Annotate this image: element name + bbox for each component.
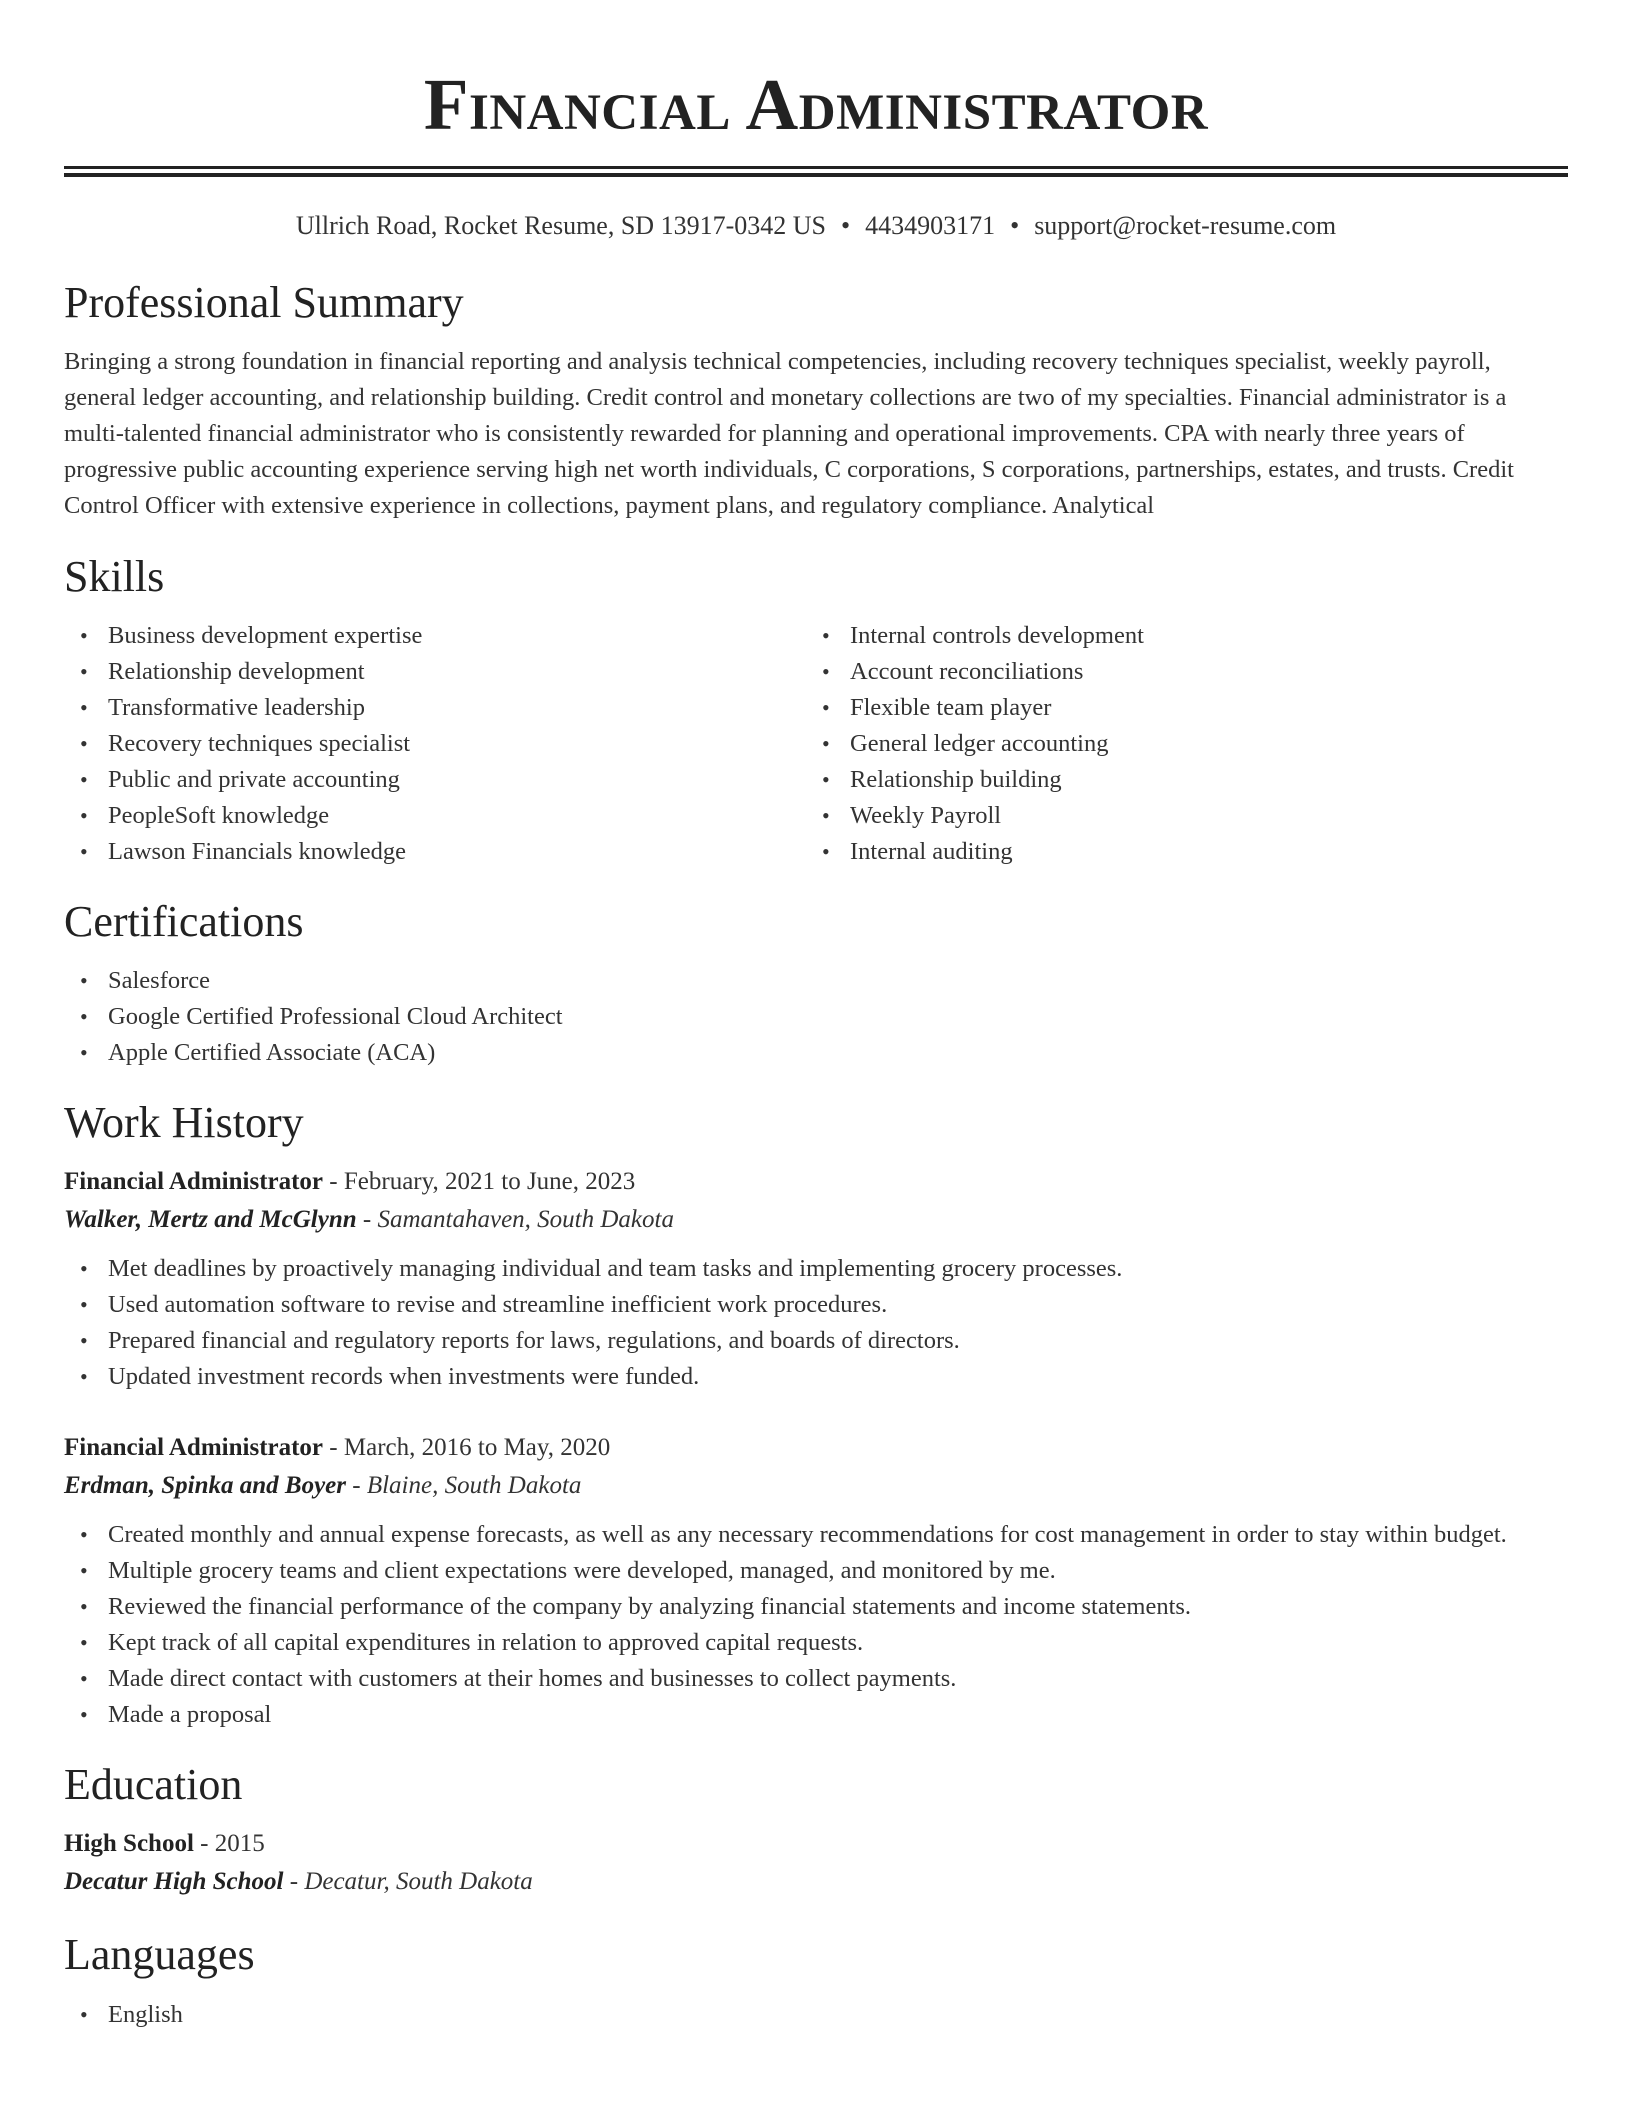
list-item	[64, 1323, 1568, 1359]
list-item	[806, 834, 1548, 870]
list-item-text: Met deadlines by proactively managing individual and team tasks and implementing grocery processes.	[108, 1255, 1123, 1282]
list-item-text: Apple Certified Associate (ACA)	[108, 1039, 436, 1066]
list-item	[64, 1359, 1568, 1395]
bullet-marker: •	[80, 839, 88, 864]
bullet-marker: •	[80, 623, 88, 648]
resume-page	[64, 0, 1568, 2033]
bullet-marker: •	[822, 623, 830, 648]
list-item-text: PeopleSoft knowledge	[108, 802, 330, 829]
job-entry	[64, 1429, 1568, 1733]
summary-text: Bringing a strong foundation in financial reporting and analysis technical competencies, including recovery techniques specialist, weekly payroll, general ledger accounting, and relationship building. Credit control and monetary collections are two of my specialties. Financial administrator is a multi-talented financial administrator who is consistently rewarded for planning and operational improvements. CPA with nearly three years of progressive public accounting experience serving high net worth individuals, C corporations, S corporations, partnerships, estates, and trusts. Credit Control Officer with extensive experience in collections, payment plans, and regulatory compliance. Analytical	[64, 348, 1514, 519]
job-bullets	[64, 1517, 1568, 1733]
bullet-marker: •	[80, 1522, 88, 1547]
job-company-line	[64, 1201, 1568, 1239]
list-item	[806, 726, 1548, 762]
bullet-marker: •	[80, 1256, 88, 1281]
skills-right-list	[806, 618, 1548, 870]
list-item	[806, 690, 1548, 726]
list-item-text: Transformative leadership	[108, 694, 365, 721]
contact-phone: 4434903171	[865, 211, 996, 240]
job-company: Erdman, Spinka and Boyer	[64, 1472, 347, 1499]
work-history-section	[64, 1097, 1568, 1733]
skills-heading: Skills	[64, 552, 165, 601]
list-item-text: Public and private accounting	[108, 766, 400, 793]
dash: -	[323, 1168, 344, 1195]
bullet-marker: •	[822, 767, 830, 792]
languages-heading: Languages	[64, 1930, 255, 1979]
list-item-text: Made a proposal	[108, 1701, 272, 1728]
job-location: Blaine, South Dakota	[366, 1472, 582, 1499]
list-item-text: Relationship building	[850, 766, 1062, 793]
skills-grid	[64, 618, 1568, 870]
contact-separator: •	[840, 211, 851, 240]
list-item-text: Salesforce	[108, 967, 211, 994]
list-item-text: Recovery techniques specialist	[108, 730, 411, 757]
list-item-text: Created monthly and annual expense forecasts, as well as any necessary recommendations for cost management in order to stay within budget.	[108, 1521, 1507, 1548]
list-item	[64, 1589, 1568, 1625]
skills-left-list	[64, 618, 806, 870]
work-history-heading: Work History	[64, 1098, 304, 1147]
education-degree: High School	[64, 1830, 194, 1857]
list-item-text: Business development expertise	[108, 622, 423, 649]
certifications-list	[64, 963, 1568, 1071]
list-item-text: Relationship development	[108, 658, 365, 685]
contact-address: Ullrich Road, Rocket Resume, SD 13917-0342 US	[295, 211, 826, 240]
job-entry	[64, 1163, 1568, 1395]
bullet-marker: •	[80, 1364, 88, 1389]
education-section	[64, 1759, 1568, 1901]
list-item	[64, 1661, 1568, 1697]
list-item-text: Internal controls development	[850, 622, 1144, 649]
list-item	[806, 654, 1548, 690]
job-company: Walker, Mertz and McGlynn	[64, 1206, 357, 1233]
list-item-text: Prepared financial and regulatory reports for laws, regulations, and boards of directors.	[108, 1327, 960, 1354]
education-heading: Education	[64, 1760, 243, 1809]
list-item-text: Google Certified Professional Cloud Architect	[108, 1003, 563, 1030]
education-year: 2015	[214, 1830, 265, 1857]
bullet-marker: •	[822, 731, 830, 756]
contact-separator: •	[1010, 211, 1020, 240]
job-title: Financial Administrator	[64, 1168, 324, 1195]
bullet-marker: •	[80, 767, 88, 792]
summary-heading: Professional Summary	[64, 278, 464, 327]
list-item	[64, 999, 1568, 1035]
list-item	[64, 834, 806, 870]
list-item	[64, 654, 806, 690]
list-item	[64, 1625, 1568, 1661]
list-item-text: Weekly Payroll	[850, 802, 1002, 829]
bullet-marker: •	[80, 1040, 88, 1065]
languages-section	[64, 1929, 1568, 2033]
bullet-marker: •	[80, 731, 88, 756]
job-company-line	[64, 1467, 1568, 1505]
list-item	[806, 618, 1548, 654]
education-school-line	[64, 1863, 1568, 1901]
bullet-marker: •	[80, 968, 88, 993]
list-item	[64, 1517, 1568, 1553]
list-item-text: Flexible team player	[850, 694, 1052, 721]
bullet-marker: •	[80, 1630, 88, 1655]
bullet-marker: •	[822, 839, 830, 864]
skills-section	[64, 551, 1568, 870]
list-item-text: Reviewed the financial performance of the company by analyzing financial statements and income statements.	[108, 1593, 1192, 1620]
bullet-marker: •	[80, 803, 88, 828]
contact-line	[64, 210, 1568, 242]
list-item	[64, 1287, 1568, 1323]
bullet-marker: •	[80, 1328, 88, 1353]
list-item	[806, 798, 1548, 834]
bullet-marker: •	[822, 659, 830, 684]
list-item	[64, 618, 806, 654]
list-item-text: Multiple grocery teams and client expectations were developed, managed, and monitored by me.	[108, 1557, 1056, 1584]
job-title: Financial Administrator	[64, 1434, 324, 1461]
bullet-marker: •	[822, 695, 830, 720]
list-item	[64, 1697, 1568, 1733]
list-item	[64, 1251, 1568, 1287]
education-location: Decatur, South Dakota	[304, 1868, 533, 1895]
list-item	[64, 1035, 1568, 1071]
job-bullets	[64, 1251, 1568, 1395]
bullet-marker: •	[80, 659, 88, 684]
job-title-line	[64, 1429, 1568, 1467]
list-item-text: Account reconciliations	[850, 658, 1084, 685]
list-item-text: Updated investment records when investments were funded.	[108, 1363, 700, 1390]
dash: -	[323, 1434, 344, 1461]
education-school: Decatur High School	[64, 1868, 284, 1895]
list-item	[64, 726, 806, 762]
contact-email: support@rocket-resume.com	[1034, 211, 1337, 240]
bullet-marker: •	[822, 803, 830, 828]
job-dates: March, 2016 to May, 2020	[343, 1434, 611, 1461]
education-entry	[64, 1825, 1568, 1901]
list-item	[64, 798, 806, 834]
dash: -	[283, 1868, 305, 1895]
list-item-text: Kept track of all capital expenditures in relation to approved capital requests.	[108, 1629, 864, 1656]
title-divider	[64, 166, 1568, 177]
list-item	[64, 762, 806, 798]
list-item	[64, 690, 806, 726]
dash: -	[346, 1472, 367, 1499]
bullet-marker: •	[80, 1702, 88, 1727]
resume-title: Financial Administrator	[423, 64, 1209, 145]
bullet-marker: •	[80, 1292, 88, 1317]
list-item-text: Lawson Financials knowledge	[108, 838, 407, 865]
summary-section	[64, 277, 1568, 524]
certifications-section	[64, 896, 1568, 1071]
bullet-marker: •	[80, 1594, 88, 1619]
dash: -	[356, 1206, 378, 1233]
list-item	[64, 1997, 1568, 2033]
list-item	[64, 963, 1568, 999]
education-degree-line	[64, 1825, 1568, 1863]
job-dates: February, 2021 to June, 2023	[343, 1168, 636, 1195]
list-item	[64, 1553, 1568, 1589]
list-item-text: English	[108, 2001, 183, 2028]
dash: -	[193, 1830, 215, 1857]
languages-list	[64, 1997, 1568, 2033]
job-title-line	[64, 1163, 1568, 1201]
bullet-marker: •	[80, 1004, 88, 1029]
list-item	[806, 762, 1548, 798]
bullet-marker: •	[80, 695, 88, 720]
bullet-marker: •	[80, 1666, 88, 1691]
list-item-text: General ledger accounting	[850, 730, 1109, 757]
list-item-text: Used automation software to revise and streamline inefficient work procedures.	[108, 1291, 888, 1318]
list-item-text: Internal auditing	[850, 838, 1013, 865]
bullet-marker: •	[80, 1558, 88, 1583]
job-location: Samantahaven, South Dakota	[377, 1206, 674, 1233]
certifications-heading: Certifications	[64, 897, 304, 946]
bullet-marker: •	[80, 2002, 88, 2027]
list-item-text: Made direct contact with customers at their homes and businesses to collect payments.	[108, 1665, 957, 1692]
